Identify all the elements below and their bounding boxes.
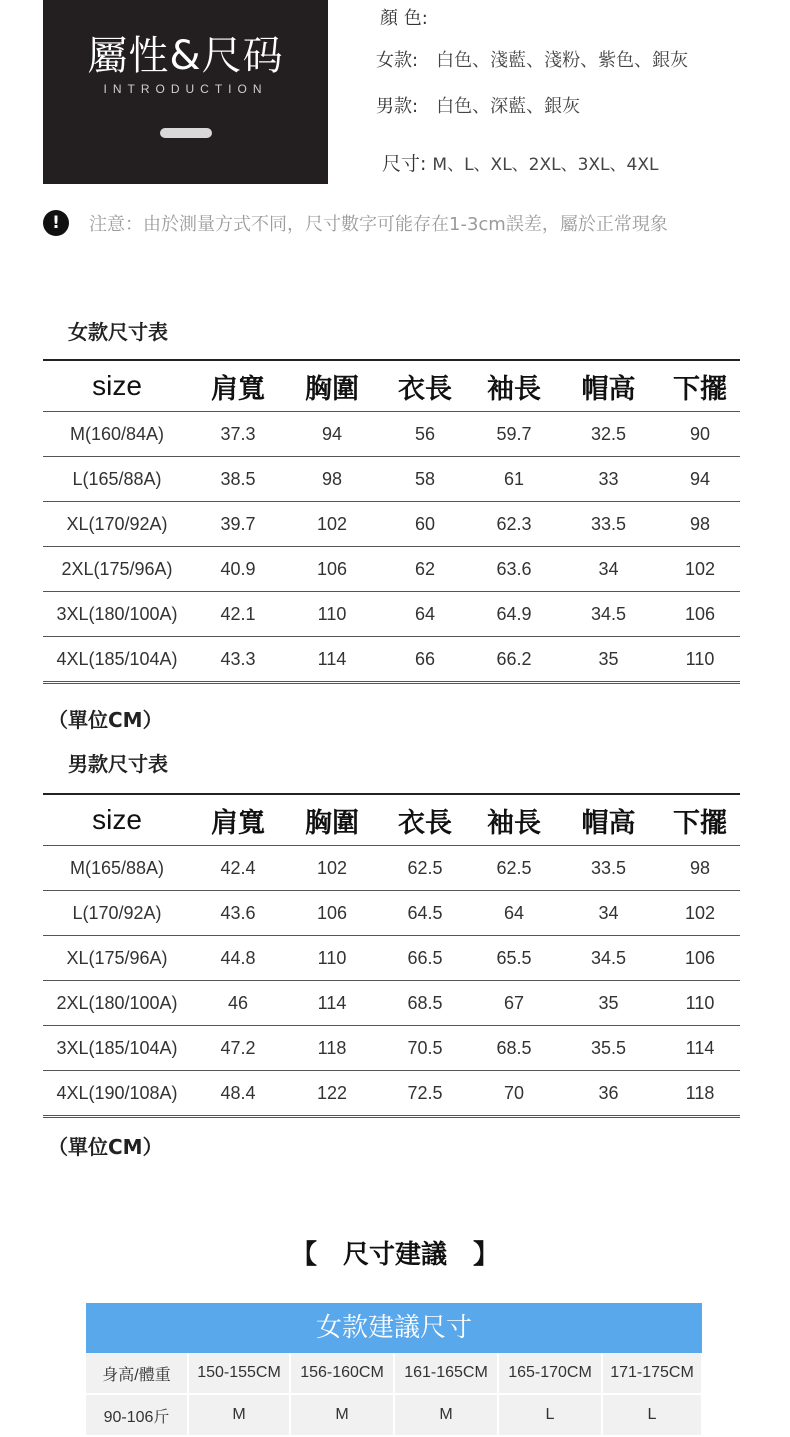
size-cell: XL(175/96A) — [43, 936, 191, 981]
measure-cell: 38.5 — [191, 457, 285, 502]
men-table-header-row — [43, 794, 740, 846]
measure-cell: 64 — [379, 592, 471, 637]
column-header: 胸圍 — [285, 794, 379, 846]
column-header: 衣長 — [379, 794, 471, 846]
recommend-cell: 161-165CM — [394, 1353, 498, 1394]
measure-cell: 34.5 — [557, 936, 660, 981]
measure-cell: 42.1 — [191, 592, 285, 637]
column-header: 袖長 — [471, 794, 557, 846]
measure-cell: 68.5 — [471, 1026, 557, 1071]
measure-cell: 94 — [285, 412, 379, 457]
measure-cell: 43.6 — [191, 891, 285, 936]
recommend-cell: 165-170CM — [498, 1353, 602, 1394]
men-unit-note: （單位CM） — [48, 1135, 163, 1159]
measure-cell: 35 — [557, 981, 660, 1026]
measure-cell: 63.6 — [471, 547, 557, 592]
column-header: 肩寬 — [191, 794, 285, 846]
recommend-cell: 156-160CM — [290, 1353, 394, 1394]
recommend-cell: M — [394, 1394, 498, 1436]
measure-cell: 98 — [660, 502, 740, 547]
measure-cell: 94 — [660, 457, 740, 502]
women-colors-value: 白色、淺藍、淺粉、紫色、銀灰 — [436, 50, 689, 71]
recommend-cell: M — [188, 1394, 290, 1436]
recommend-header-row — [86, 1353, 702, 1394]
measure-cell: 118 — [660, 1071, 740, 1117]
measure-cell: 40.9 — [191, 547, 285, 592]
measure-cell: 66.5 — [379, 936, 471, 981]
recommend-cell: 171-175CM — [602, 1353, 702, 1394]
size-line — [382, 149, 658, 176]
size-cell: M(160/84A) — [43, 412, 191, 457]
measure-cell: 48.4 — [191, 1071, 285, 1117]
measure-cell: 106 — [660, 936, 740, 981]
measure-cell: 122 — [285, 1071, 379, 1117]
measure-cell: 98 — [285, 457, 379, 502]
measure-cell: 102 — [285, 846, 379, 891]
size-cell: XL(170/92A) — [43, 502, 191, 547]
measure-cell: 33.5 — [557, 846, 660, 891]
measure-cell: 110 — [660, 637, 740, 683]
measure-cell: 66 — [379, 637, 471, 683]
banner-title: 屬性&尺码 — [87, 33, 284, 79]
measure-cell: 46 — [191, 981, 285, 1026]
men-size-table — [43, 793, 740, 1118]
measure-cell: 47.2 — [191, 1026, 285, 1071]
size-cell: 3XL(185/104A) — [43, 1026, 191, 1071]
measure-cell: 34.5 — [557, 592, 660, 637]
column-header: 肩寬 — [191, 360, 285, 412]
women-size-table — [43, 359, 740, 684]
women-recommend-box — [86, 1303, 702, 1437]
women-colors-label: 女款: — [376, 50, 419, 71]
recommend-cell: L — [602, 1394, 702, 1436]
measure-cell: 114 — [285, 981, 379, 1026]
women-colors-line — [376, 46, 688, 72]
measure-cell: 68.5 — [379, 981, 471, 1026]
size-cell: M(165/88A) — [43, 846, 191, 891]
column-header: 帽高 — [557, 794, 660, 846]
column-header: 下擺 — [660, 360, 740, 412]
measure-cell: 33 — [557, 457, 660, 502]
women-recommend-header: 女款建議尺寸 — [86, 1303, 702, 1353]
measure-cell: 62.3 — [471, 502, 557, 547]
column-header: size — [43, 794, 191, 846]
size-cell: 2XL(175/96A) — [43, 547, 191, 592]
measure-cell: 118 — [285, 1026, 379, 1071]
column-header: size — [43, 360, 191, 412]
table-row — [43, 936, 740, 981]
notice-text: 注意：由於測量方式不同，尺寸數字可能存在1-3cm誤差，屬於正常現象 — [89, 214, 668, 235]
size-label: 尺寸: — [382, 153, 427, 175]
men-colors-value: 白色、深藍、銀灰 — [436, 96, 581, 117]
table-row — [43, 981, 740, 1026]
women-unit-note: （單位CM） — [48, 708, 163, 732]
measure-cell: 62.5 — [471, 846, 557, 891]
exclamation-icon: ! — [43, 210, 69, 236]
table-row — [43, 547, 740, 592]
measure-cell: 102 — [660, 547, 740, 592]
recommend-cell: L — [498, 1394, 602, 1436]
size-cell: 2XL(180/100A) — [43, 981, 191, 1026]
measure-cell: 64.5 — [379, 891, 471, 936]
measure-cell: 110 — [660, 981, 740, 1026]
measure-cell: 106 — [660, 592, 740, 637]
recommend-cell: 150-155CM — [188, 1353, 290, 1394]
recommend-cell: 90-106斤 — [86, 1394, 188, 1436]
measure-cell: 64 — [471, 891, 557, 936]
women-table-header-row — [43, 360, 740, 412]
column-header: 帽高 — [557, 360, 660, 412]
recommend-row — [86, 1394, 702, 1436]
men-table-title: 男款尺寸表 — [68, 752, 168, 776]
measure-cell: 39.7 — [191, 502, 285, 547]
column-header: 衣長 — [379, 360, 471, 412]
measure-cell: 33.5 — [557, 502, 660, 547]
table-row — [43, 592, 740, 637]
measure-cell: 70 — [471, 1071, 557, 1117]
table-row — [43, 846, 740, 891]
measure-cell: 72.5 — [379, 1071, 471, 1117]
measure-cell: 110 — [285, 592, 379, 637]
size-cell: 4XL(185/104A) — [43, 637, 191, 683]
table-row — [43, 1026, 740, 1071]
size-cell: 4XL(190/108A) — [43, 1071, 191, 1117]
table-row — [43, 891, 740, 936]
recommend-cell: 身高/體重 — [86, 1353, 188, 1394]
measure-cell: 106 — [285, 891, 379, 936]
banner-pill-decoration — [160, 128, 212, 138]
table-row — [43, 1071, 740, 1117]
measure-cell: 64.9 — [471, 592, 557, 637]
measure-cell: 62.5 — [379, 846, 471, 891]
measure-cell: 42.4 — [191, 846, 285, 891]
measure-cell: 60 — [379, 502, 471, 547]
size-cell: L(165/88A) — [43, 457, 191, 502]
women-recommend-table — [86, 1353, 703, 1437]
table-row — [43, 412, 740, 457]
table-row — [43, 502, 740, 547]
measure-cell: 35.5 — [557, 1026, 660, 1071]
measure-cell: 114 — [285, 637, 379, 683]
measure-cell: 59.7 — [471, 412, 557, 457]
measure-cell: 36 — [557, 1071, 660, 1117]
measure-cell: 34 — [557, 891, 660, 936]
column-header: 胸圍 — [285, 360, 379, 412]
measure-cell: 43.3 — [191, 637, 285, 683]
size-cell: 3XL(180/100A) — [43, 592, 191, 637]
measure-cell: 62 — [379, 547, 471, 592]
measure-cell: 34 — [557, 547, 660, 592]
measure-cell: 56 — [379, 412, 471, 457]
measure-cell: 32.5 — [557, 412, 660, 457]
column-header: 袖長 — [471, 360, 557, 412]
color-label: 顏 色: — [380, 8, 428, 29]
measure-cell: 110 — [285, 936, 379, 981]
measure-cell: 65.5 — [471, 936, 557, 981]
intro-banner — [43, 0, 328, 184]
size-values: M、L、XL、2XL、3XL、4XL — [432, 155, 659, 175]
size-cell: L(170/92A) — [43, 891, 191, 936]
banner-subtitle: INTRODUCTION — [103, 82, 268, 96]
column-header: 下擺 — [660, 794, 740, 846]
measure-cell: 35 — [557, 637, 660, 683]
measure-cell: 102 — [660, 891, 740, 936]
measure-cell: 61 — [471, 457, 557, 502]
measure-cell: 106 — [285, 547, 379, 592]
women-table-title: 女款尺寸表 — [68, 320, 168, 344]
size-advice-title: 【 尺寸建議 】 — [290, 1240, 499, 1270]
table-row — [43, 637, 740, 683]
measure-cell: 70.5 — [379, 1026, 471, 1071]
measure-cell: 67 — [471, 981, 557, 1026]
measure-cell: 58 — [379, 457, 471, 502]
men-colors-line — [376, 92, 580, 118]
measure-cell: 44.8 — [191, 936, 285, 981]
measure-cell: 90 — [660, 412, 740, 457]
recommend-cell: M — [290, 1394, 394, 1436]
men-colors-label: 男款: — [376, 96, 419, 117]
measure-cell: 102 — [285, 502, 379, 547]
measure-cell: 66.2 — [471, 637, 557, 683]
measure-cell: 37.3 — [191, 412, 285, 457]
measure-cell: 114 — [660, 1026, 740, 1071]
measurement-notice — [43, 210, 668, 236]
measure-cell: 98 — [660, 846, 740, 891]
table-row — [43, 457, 740, 502]
